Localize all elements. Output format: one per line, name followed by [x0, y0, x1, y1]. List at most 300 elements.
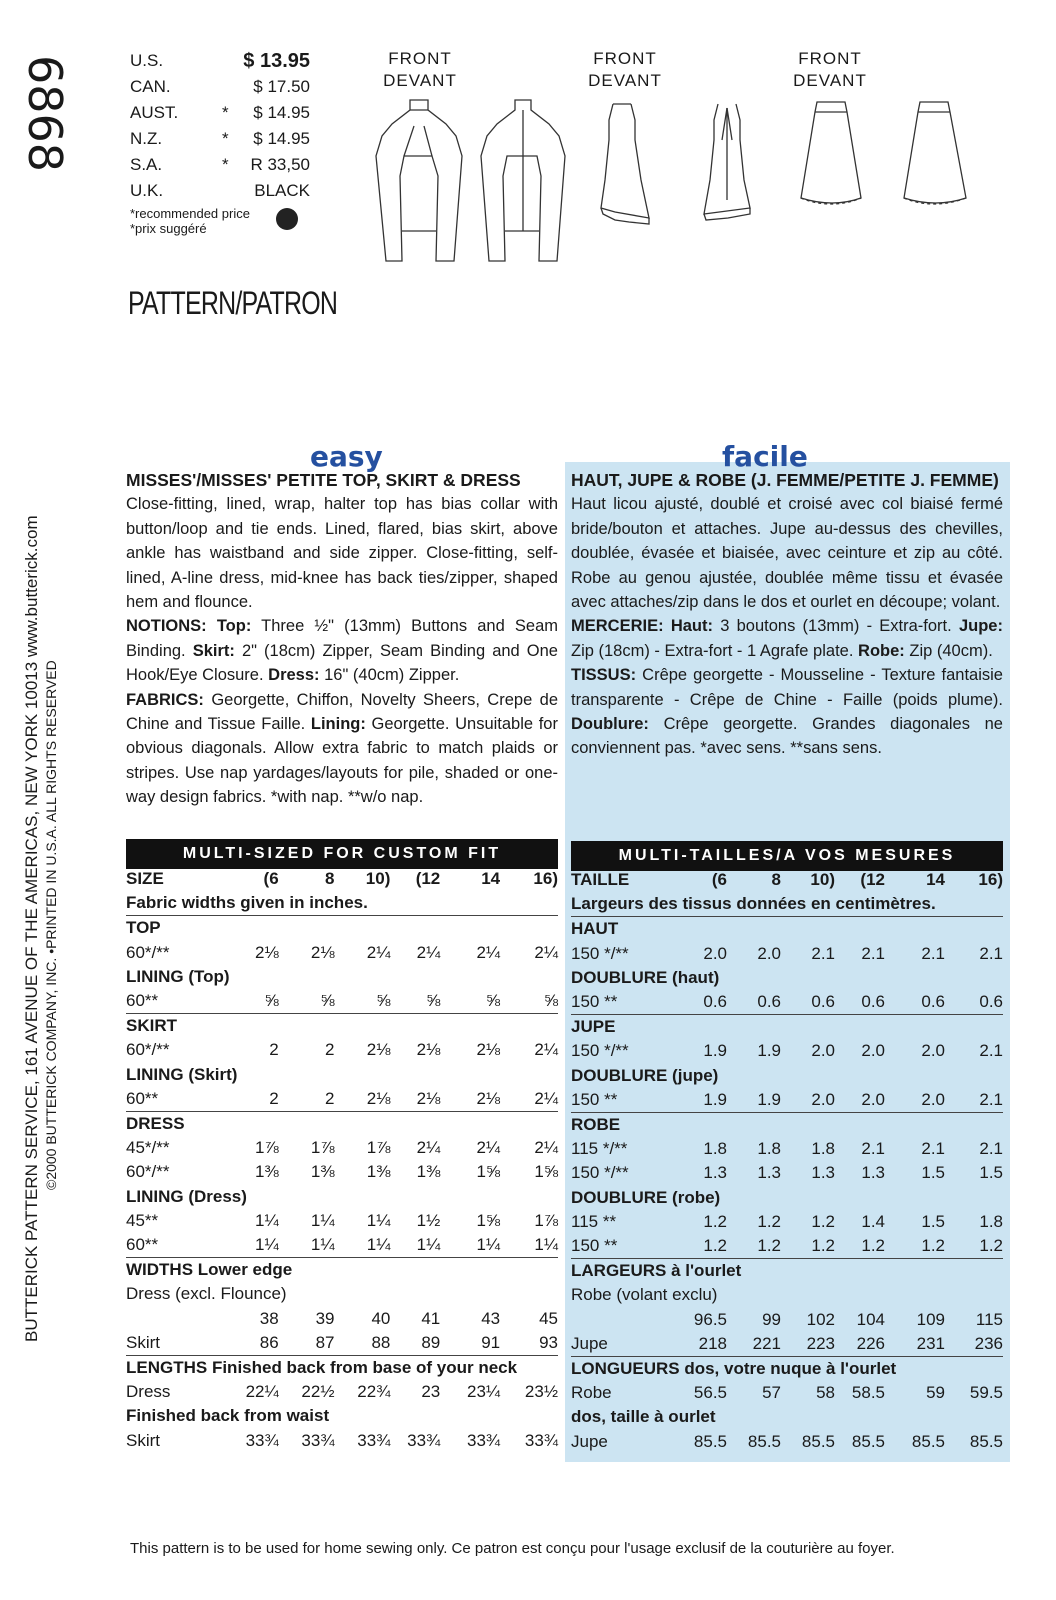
table-row	[126, 1112, 558, 1137]
table-row	[126, 1160, 558, 1184]
table-cell: 2.1	[979, 943, 1003, 963]
table-cell: 1.3	[757, 1163, 781, 1183]
table-cell: Robe	[571, 1383, 612, 1403]
table-cell: 115	[975, 1309, 1003, 1329]
price-value: $ 14.95	[253, 129, 310, 148]
table-cell: 2¼	[534, 1138, 558, 1158]
table-cell: 85.5	[747, 1431, 781, 1451]
table-cell: 88	[371, 1332, 391, 1352]
table-cell: dos, taille à ourlet	[571, 1407, 716, 1427]
table-cell: LONGUEURS dos, votre nuque à l'ourlet	[571, 1357, 1003, 1382]
table-cell: 1⅞	[255, 1138, 279, 1158]
recommended-price-note	[130, 206, 250, 236]
view-label-dress: FRONT DEVANT	[588, 49, 662, 90]
table-row	[571, 1357, 1003, 1382]
table-cell: 2.0	[811, 1089, 835, 1109]
table-row	[126, 1380, 558, 1404]
table-cell: 2¼	[534, 942, 558, 962]
table-cell: Skirt	[126, 1332, 160, 1352]
table-cell: 1¼	[366, 1235, 391, 1255]
table-cell: SIZE	[126, 869, 164, 888]
table-cell: HAUT	[571, 917, 1003, 942]
table-cell: 23¼	[467, 1382, 501, 1402]
table-cell: 2⅛	[476, 1040, 501, 1060]
table-cell: 14	[926, 870, 945, 889]
table-cell: 0.6	[757, 992, 781, 1012]
table-cell: 1⅜	[416, 1162, 441, 1182]
table-row	[126, 1136, 558, 1160]
price-country: U.K.	[130, 181, 164, 200]
table-row	[571, 1113, 1003, 1138]
table-row	[126, 1429, 558, 1453]
view-label-top: FRONT DEVANT	[383, 49, 457, 90]
table-cell: 89	[421, 1332, 441, 1352]
dress-back-sketch-icon	[698, 100, 758, 225]
table-cell: 0.6	[811, 992, 835, 1012]
table-cell: 104	[856, 1309, 885, 1329]
table-cell: 0.6	[979, 992, 1003, 1012]
table-row	[571, 1186, 1003, 1210]
table-cell: 2	[325, 1040, 335, 1060]
table-cell: 1.4	[861, 1211, 885, 1231]
table-cell: 150 **	[571, 1089, 618, 1109]
price-star	[222, 178, 230, 204]
price-star	[222, 74, 230, 100]
table-cell: ⅝	[485, 991, 501, 1011]
table-cell: 41	[421, 1308, 441, 1328]
table-row	[571, 1430, 1003, 1454]
price-star: *	[222, 103, 229, 122]
table-cell: 1.8	[811, 1139, 835, 1159]
top-front-sketch-icon	[372, 96, 467, 266]
difficulty-label-en: easy	[310, 440, 383, 473]
table-cell: 2.1	[861, 1139, 885, 1159]
table-cell: 1⅜	[255, 1162, 279, 1182]
table-cell: 1.2	[861, 1236, 885, 1256]
footer-disclaimer: This pattern is to be used for home sewing only. Ce patron est conçu pour l'usage exclusif de la couturière au foyer.	[130, 1540, 895, 1557]
table-row	[571, 1234, 1003, 1259]
table-cell: 218	[698, 1333, 727, 1353]
dress-front-sketch-icon	[595, 100, 655, 225]
table-row	[571, 1405, 1003, 1429]
table-cell: LINING (Dress)	[126, 1186, 247, 1206]
table-cell: SKIRT	[126, 1014, 558, 1039]
table-row	[126, 1014, 558, 1039]
table-cell: 2.0	[811, 1041, 835, 1061]
table-cell: 2.1	[921, 1139, 945, 1159]
table-cell: 2.0	[757, 943, 781, 963]
table-cell: 1¼	[310, 1235, 335, 1255]
table-cell: TOP	[126, 916, 558, 941]
table-cell: 1.2	[757, 1236, 781, 1256]
table-cell: 85.5	[693, 1431, 727, 1451]
copyright-line: ©2000 BUTTERICK COMPANY, INC. •PRINTED IN U.S.A. ALL RIGHTS RESERVED	[43, 660, 59, 1190]
table-cell: 1.2	[811, 1211, 835, 1231]
table-cell: 2¼	[534, 1088, 558, 1108]
table-cell: 1.9	[757, 1041, 781, 1061]
pattern-number: 6868	[18, 55, 72, 173]
black-dot-icon	[276, 208, 298, 230]
table-cell: 150 */**	[571, 1163, 629, 1183]
table-cell: 57	[762, 1383, 781, 1403]
pattern-title: PATTERN/PATRON	[128, 285, 338, 321]
table-cell: 2⅛	[366, 1088, 391, 1108]
table-cell: 2.1	[861, 943, 885, 963]
en-notions: NOTIONS: Top: Three ½" (13mm) Buttons and Seam Binding. Skirt: 2" (18cm) Zipper, Seam Binding and One Hook/Eye Closure. Dress: 16" (40cm) Zipper.	[126, 617, 558, 685]
table-cell: (12	[415, 869, 441, 888]
yardage-table-en	[126, 867, 558, 1453]
table-cell: 8	[325, 869, 335, 888]
table-cell: (12	[860, 870, 885, 889]
table-cell: 99	[762, 1309, 781, 1329]
table-cell: 43	[481, 1308, 501, 1328]
table-cell: 10)	[810, 870, 835, 889]
table-cell: 91	[481, 1332, 501, 1352]
table-cell: 2.1	[979, 1041, 1003, 1061]
english-description	[126, 468, 558, 810]
table-row	[571, 1210, 1003, 1234]
table-cell: 2.1	[921, 943, 945, 963]
table-cell: 16)	[533, 869, 558, 888]
table-cell: 45*/**	[126, 1138, 170, 1158]
table-cell: 56.5	[693, 1383, 727, 1403]
table-cell: 96.5	[693, 1309, 727, 1329]
table-cell: 33¾	[524, 1430, 558, 1450]
table-row	[571, 1283, 1003, 1307]
table-row	[126, 916, 558, 941]
table-cell: 85.5	[911, 1431, 945, 1451]
table-row	[126, 1087, 558, 1112]
table-cell: 1.5	[921, 1163, 945, 1183]
table-row	[571, 1381, 1003, 1405]
table-cell: 2.1	[979, 1139, 1003, 1159]
price-list	[130, 48, 310, 204]
table-cell: 2.0	[921, 1041, 945, 1061]
price-row	[130, 178, 310, 204]
table-row	[571, 892, 1003, 917]
table-cell: Skirt	[126, 1430, 160, 1450]
table-row	[571, 1259, 1003, 1284]
skirt-back-sketch-icon	[898, 98, 973, 208]
table-cell: LENGTHS Finished back from base of your neck	[126, 1356, 558, 1381]
table-cell: 2⅛	[416, 1040, 441, 1060]
table-cell: 1¼	[310, 1210, 335, 1230]
en-title: MISSES'/MISSES' PETITE TOP, SKIRT & DRESS	[126, 470, 521, 490]
table-cell: 1⅜	[366, 1162, 391, 1182]
table-cell: DOUBLURE (robe)	[571, 1187, 721, 1207]
table-cell: 1⅝	[534, 1162, 558, 1182]
en-fabrics: FABRICS: Georgette, Chiffon, Novelty Sheers, Crepe de Chine and Tissue Faille. Lining: Georgette. Unsuitable for obvious diagonals. Allow extra fabric to match plaids or stripes. Use nap yardages/layouts for pile, shaded or one-way design fabrics. *with nap. **w/o nap.	[126, 690, 558, 807]
fr-title: HAUT, JUPE & ROBE (J. FEMME/PETITE J. FEMME)	[571, 470, 999, 490]
table-cell: 109	[916, 1309, 945, 1329]
view-label-skirt: FRONT DEVANT	[793, 49, 867, 90]
table-cell: 40	[371, 1308, 391, 1328]
price-country: S.A.	[130, 155, 163, 174]
table-cell: 1.8	[703, 1139, 727, 1159]
table-row	[126, 1185, 558, 1209]
table-cell: 1.3	[861, 1163, 885, 1183]
table-row	[571, 1161, 1003, 1185]
table-cell: 150 */**	[571, 1041, 629, 1061]
table-row	[571, 1039, 1003, 1063]
table-cell: 1¼	[534, 1235, 558, 1255]
table-row	[571, 942, 1003, 966]
table-cell: 22¼	[245, 1382, 279, 1402]
table-cell: 150 */**	[571, 943, 629, 963]
table-cell: 115 */**	[571, 1139, 628, 1159]
table-cell: 23	[421, 1382, 441, 1402]
table-cell: 2⅛	[476, 1088, 501, 1108]
table-cell: 85.5	[969, 1431, 1003, 1451]
table-cell: 45**	[126, 1210, 159, 1230]
size-chart-header-fr: MULTI-TAILLES/A VOS MESURES	[571, 841, 1003, 871]
table-cell: 59.5	[969, 1383, 1003, 1403]
price-row	[130, 126, 310, 152]
table-cell: 1⅝	[476, 1162, 501, 1182]
table-cell: 2	[325, 1088, 335, 1108]
table-cell: 1.2	[757, 1211, 781, 1231]
table-cell: (6	[711, 870, 727, 889]
table-cell: 58.5	[851, 1383, 885, 1403]
table-cell: 2.1	[979, 1089, 1003, 1109]
table-cell: Finished back from waist	[126, 1406, 330, 1426]
difficulty-label-fr: facile	[722, 440, 808, 473]
table-cell: ⅝	[376, 991, 391, 1011]
table-cell: 2⅛	[255, 942, 279, 962]
table-cell: 22¾	[357, 1382, 391, 1402]
table-row	[126, 1233, 558, 1258]
table-cell	[126, 1307, 246, 1331]
table-row	[571, 1332, 1003, 1357]
table-cell: 39	[315, 1308, 335, 1328]
publisher-address: BUTTERICK PATTERN SERVICE, 161 AVENUE OF THE AMERICAS, NEW YORK 10013 www.butterick.com	[22, 515, 41, 1342]
fr-fabrics: TISSUS: Crêpe georgette - Mousseline - Texture fantaisie transparente - Crêpe de Chine - Faille (poids plume). Doublure: Crêpe georgette. Grandes diagonales ne conviennent pas. *avec sens. **sans sens.	[571, 666, 1003, 758]
table-cell: Robe (volant exclu)	[571, 1285, 718, 1305]
price-country: N.Z.	[130, 129, 163, 148]
table-cell: 2	[269, 1088, 279, 1108]
table-cell: ⅝	[543, 991, 558, 1011]
table-cell: 1⅞	[534, 1210, 558, 1230]
price-row	[130, 48, 310, 74]
table-cell: 8	[771, 870, 781, 889]
table-cell: Jupe	[571, 1333, 608, 1353]
price-value: R 33,50	[250, 155, 310, 174]
table-cell: Dress	[126, 1382, 171, 1402]
table-cell: 226	[856, 1333, 885, 1353]
table-cell: 60*/**	[126, 1040, 170, 1060]
table-cell: 60**	[126, 1088, 159, 1108]
table-cell: 16)	[978, 870, 1003, 889]
table-cell: 1.9	[757, 1089, 781, 1109]
fr-notions: MERCERIE: Haut: 3 boutons (13mm) - Extra-fort. Jupe: Zip (18cm) - Extra-fort - 1 Agrafe plate. Robe: Zip (40cm).	[571, 617, 1003, 660]
table-cell: 236	[974, 1333, 1003, 1353]
table-cell: 1¼	[476, 1235, 501, 1255]
table-cell: 1¼	[255, 1210, 279, 1230]
table-cell: TAILLE	[571, 870, 630, 889]
price-row	[130, 152, 310, 178]
table-cell: Dress (excl. Flounce)	[126, 1284, 287, 1304]
table-cell: 1⅞	[310, 1138, 335, 1158]
table-cell: 33¾	[301, 1430, 335, 1450]
price-value: BLACK	[254, 181, 310, 200]
yardage-table-fr	[571, 868, 1003, 1454]
table-cell: 58	[816, 1383, 835, 1403]
table-row	[126, 1356, 558, 1381]
table-cell: 1.2	[811, 1236, 835, 1256]
table-row	[126, 1404, 558, 1428]
table-cell: 23½	[524, 1382, 558, 1402]
table-cell: 33¾	[467, 1430, 501, 1450]
table-cell: 85.5	[801, 1431, 835, 1451]
table-cell: 1.9	[703, 1089, 727, 1109]
table-cell: 14	[481, 869, 501, 888]
table-cell: 1.5	[979, 1163, 1003, 1183]
price-value: $ 13.95	[243, 50, 310, 72]
price-country: CAN.	[130, 77, 171, 96]
table-cell: 38	[259, 1308, 279, 1328]
table-cell: 22½	[301, 1382, 335, 1402]
table-cell: 150 **	[571, 992, 618, 1012]
table-cell: 85.5	[851, 1431, 885, 1451]
table-cell: 2.0	[703, 943, 727, 963]
table-cell: 1.9	[703, 1041, 727, 1061]
price-row	[130, 74, 310, 100]
table-cell: ⅝	[264, 991, 279, 1011]
table-cell: 2	[269, 1040, 279, 1060]
table-cell: 60*/**	[126, 942, 170, 962]
price-country: U.S.	[130, 51, 164, 70]
table-cell: 2⅛	[310, 942, 335, 962]
recommended-fr: *prix suggéré	[130, 221, 207, 236]
table-row	[126, 965, 558, 989]
table-cell: 60*/**	[126, 1162, 170, 1182]
table-cell: 0.6	[921, 992, 945, 1012]
table-row	[126, 1331, 558, 1356]
table-cell: 45	[539, 1308, 558, 1328]
table-cell: 231	[916, 1333, 945, 1353]
table-cell: 1.2	[979, 1236, 1003, 1256]
table-row	[126, 1063, 558, 1087]
table-cell: 2.1	[811, 943, 835, 963]
table-cell: 93	[539, 1332, 558, 1352]
table-cell: ROBE	[571, 1113, 1003, 1138]
table-cell: Jupe	[571, 1431, 608, 1451]
table-cell: 1.2	[921, 1236, 945, 1256]
price-star: *	[222, 129, 229, 148]
table-cell: 223	[806, 1333, 835, 1353]
table-row	[126, 867, 558, 891]
table-row	[571, 1015, 1003, 1040]
table-cell: 60**	[126, 991, 159, 1011]
table-cell: WIDTHS Lower edge	[126, 1258, 558, 1283]
table-cell: 2.0	[861, 1089, 885, 1109]
table-cell: 1¼	[366, 1210, 391, 1230]
table-cell: 1½	[416, 1210, 441, 1230]
french-description	[571, 468, 1003, 761]
table-cell: 2¼	[534, 1040, 558, 1060]
table-cell: LINING (Top)	[126, 966, 230, 986]
table-row	[571, 917, 1003, 942]
en-description-text: Close-fitting, lined, wrap, halter top has bias collar with button/loop and tie ends. Lined, flared, bias skirt, above ankle has waistband and side zipper. Close-fitting, self-lined, A-line dress, mid-knee has back ties/zipper, shaped hem and flounce.	[126, 495, 558, 612]
price-value: $ 14.95	[253, 103, 310, 122]
table-cell: 2¼	[416, 942, 441, 962]
table-cell: 60**	[126, 1235, 159, 1255]
table-cell: 86	[259, 1332, 279, 1352]
table-cell: 2.0	[921, 1089, 945, 1109]
table-row	[126, 1282, 558, 1306]
price-star: *	[222, 155, 229, 174]
table-cell: 1.2	[703, 1211, 727, 1231]
table-cell: 1.2	[703, 1236, 727, 1256]
table-row	[571, 966, 1003, 990]
table-cell: 2.0	[861, 1041, 885, 1061]
table-cell: 1⅜	[310, 1162, 335, 1182]
table-cell: 0.6	[703, 992, 727, 1012]
table-row	[571, 1088, 1003, 1113]
table-cell: LINING (Skirt)	[126, 1064, 238, 1084]
top-back-sketch-icon	[475, 96, 570, 266]
table-cell: 2¼	[366, 942, 391, 962]
table-row	[126, 989, 558, 1014]
table-row	[571, 990, 1003, 1015]
table-cell: ⅝	[320, 991, 335, 1011]
table-cell: 10)	[365, 869, 391, 888]
table-row	[571, 1064, 1003, 1088]
table-cell: 1⅞	[366, 1138, 391, 1158]
table-cell: JUPE	[571, 1015, 1003, 1040]
skirt-front-sketch-icon	[795, 98, 870, 208]
table-cell: 2¼	[416, 1138, 441, 1158]
price-country: AUST.	[130, 103, 179, 122]
table-row	[126, 1307, 558, 1331]
table-cell: LARGEURS à l'ourlet	[571, 1259, 1003, 1284]
table-cell: 115 **	[571, 1211, 617, 1231]
table-cell: Fabric widths given in inches.	[126, 893, 368, 913]
table-cell: 33¾	[407, 1430, 441, 1450]
table-row	[571, 1137, 1003, 1161]
table-cell: 150 **	[571, 1236, 618, 1256]
table-cell: 1.3	[811, 1163, 835, 1183]
table-cell: 102	[806, 1309, 835, 1329]
table-cell: 33¾	[357, 1430, 391, 1450]
table-row	[126, 1038, 558, 1062]
table-cell: 1⅝	[476, 1210, 501, 1230]
table-cell: DOUBLURE (haut)	[571, 967, 720, 987]
table-cell: ⅝	[426, 991, 441, 1011]
table-cell: 221	[752, 1333, 781, 1353]
price-row	[130, 100, 310, 126]
table-cell: DRESS	[126, 1112, 558, 1137]
table-cell: 0.6	[861, 992, 885, 1012]
table-cell: 2¼	[476, 942, 501, 962]
table-row	[126, 1209, 558, 1233]
table-cell: DOUBLURE (jupe)	[571, 1065, 719, 1085]
table-cell: 33¾	[245, 1430, 279, 1450]
price-value: $ 17.50	[253, 77, 310, 96]
table-cell: 1.8	[979, 1211, 1003, 1231]
table-cell	[571, 1308, 687, 1332]
recommended-en: *recommended price	[130, 206, 250, 221]
table-cell: 2⅛	[416, 1088, 441, 1108]
table-cell: 1.3	[703, 1163, 727, 1183]
table-row	[126, 891, 558, 916]
table-cell: 1.8	[757, 1139, 781, 1159]
table-row	[126, 1258, 558, 1283]
table-cell: (6	[263, 869, 279, 888]
table-cell: Largeurs des tissus données en centimètres.	[571, 894, 936, 914]
size-chart-header-en: MULTI-SIZED FOR CUSTOM FIT	[126, 839, 558, 869]
table-row	[571, 868, 1003, 892]
